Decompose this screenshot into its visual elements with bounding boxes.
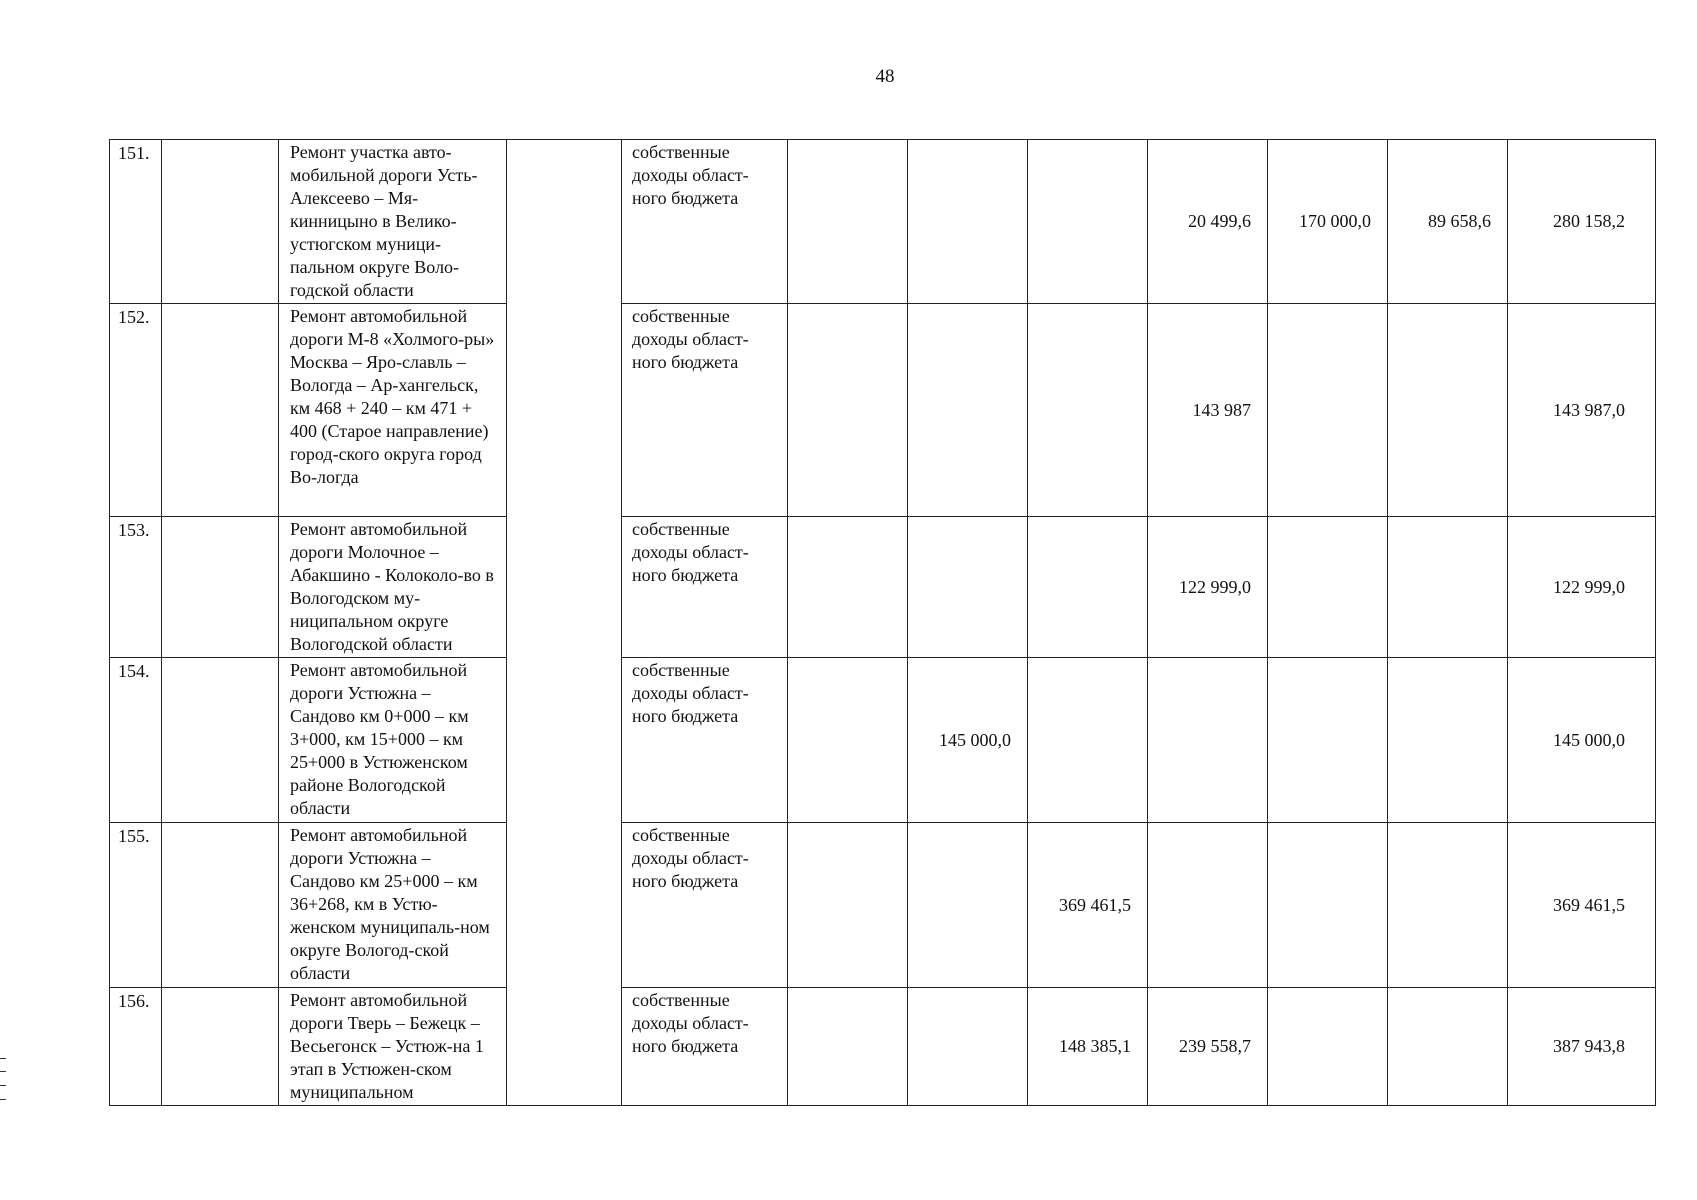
object-name: Ремонт участка авто-мобильной дороги Усть-Алексеево – Мя-кинницыно в Велико-устюгском муници-пальном округе Воло-годской области — [279, 140, 507, 304]
object-name: Ремонт автомобильной дороги Тверь – Бежецк – Весьегонск – Устюж-на 1 этап в Устюжен-ском муниципальном — [279, 988, 507, 1106]
funding-source: собственные доходы област-ного бюджета — [622, 517, 788, 658]
row-number: 151. — [110, 140, 162, 304]
table-row — [110, 823, 1656, 988]
year-value — [788, 140, 908, 304]
year-value — [1388, 658, 1508, 823]
empty-cell — [162, 304, 279, 517]
empty-cell — [507, 823, 622, 988]
object-name: Ремонт автомобильной дороги М-8 «Холмого-ры» Москва – Яро-славль – Вологда – Ар-хангельск, км 468 + 240 – км 471 + 400 (Старое направление) город-ского округа город Во-логда — [279, 304, 507, 517]
year-value: 20 499,6 — [1148, 140, 1268, 304]
total-value: 143 987,0 — [1508, 304, 1656, 517]
year-value: 89 658,6 — [1388, 140, 1508, 304]
year-value — [788, 823, 908, 988]
total-value: 280 158,2 — [1508, 140, 1656, 304]
year-value: 369 461,5 — [1028, 823, 1148, 988]
table-row — [110, 658, 1656, 823]
empty-cell — [507, 658, 622, 823]
binding-margin-mark — [0, 1058, 6, 1100]
funding-source: собственные доходы област-ного бюджета — [622, 140, 788, 304]
empty-cell — [162, 658, 279, 823]
row-number: 153. — [110, 517, 162, 658]
financing-table — [109, 139, 1656, 1106]
year-value: 143 987 — [1148, 304, 1268, 517]
empty-cell — [507, 140, 622, 304]
table-row — [110, 304, 1656, 517]
total-value: 387 943,8 — [1508, 988, 1656, 1106]
funding-source: собственные доходы област-ного бюджета — [622, 988, 788, 1106]
row-number: 154. — [110, 658, 162, 823]
year-value: 122 999,0 — [1148, 517, 1268, 658]
table-row — [110, 517, 1656, 658]
table-row — [110, 988, 1656, 1106]
year-value — [788, 658, 908, 823]
year-value — [788, 517, 908, 658]
empty-cell — [507, 304, 622, 517]
empty-cell — [507, 517, 622, 658]
year-value — [1148, 823, 1268, 988]
object-name: Ремонт автомобильной дороги Устюжна – Сандово км 0+000 – км 3+000, км 15+000 – км 25+000 в Устюженском районе Вологодской области — [279, 658, 507, 823]
year-value: 239 558,7 — [1148, 988, 1268, 1106]
year-value — [1028, 304, 1148, 517]
object-name: Ремонт автомобильной дороги Молочное – Абакшино - Колоколо-во в Вологодском му-ниципальном округе Вологодской области — [279, 517, 507, 658]
year-value — [1028, 140, 1148, 304]
funding-source: собственные доходы област-ного бюджета — [622, 304, 788, 517]
year-value — [788, 304, 908, 517]
table-row — [110, 140, 1656, 304]
year-value — [1388, 823, 1508, 988]
empty-cell — [162, 988, 279, 1106]
year-value — [1388, 304, 1508, 517]
year-value — [1268, 304, 1388, 517]
total-value: 122 999,0 — [1508, 517, 1656, 658]
year-value — [1148, 658, 1268, 823]
year-value — [1388, 988, 1508, 1106]
year-value — [1268, 517, 1388, 658]
empty-cell — [507, 988, 622, 1106]
empty-cell — [162, 823, 279, 988]
year-value — [1268, 658, 1388, 823]
year-value — [908, 517, 1028, 658]
year-value — [1268, 823, 1388, 988]
year-value: 145 000,0 — [908, 658, 1028, 823]
year-value — [1028, 517, 1148, 658]
year-value — [908, 988, 1028, 1106]
year-value — [1028, 658, 1148, 823]
row-number: 152. — [110, 304, 162, 517]
year-value — [1388, 517, 1508, 658]
empty-cell — [162, 517, 279, 658]
funding-source: собственные доходы област-ного бюджета — [622, 823, 788, 988]
year-value — [908, 823, 1028, 988]
year-value — [908, 304, 1028, 517]
object-name: Ремонт автомобильной дороги Устюжна – Сандово км 25+000 – км 36+268, км в Устю-женском муниципаль-ном округе Вологод-ской области — [279, 823, 507, 988]
year-value: 170 000,0 — [1268, 140, 1388, 304]
total-value: 145 000,0 — [1508, 658, 1656, 823]
row-number: 155. — [110, 823, 162, 988]
year-value: 148 385,1 — [1028, 988, 1148, 1106]
year-value — [788, 988, 908, 1106]
funding-source: собственные доходы област-ного бюджета — [622, 658, 788, 823]
row-number: 156. — [110, 988, 162, 1106]
year-value — [908, 140, 1028, 304]
total-value: 369 461,5 — [1508, 823, 1656, 988]
empty-cell — [162, 140, 279, 304]
page-number: 48 — [875, 66, 895, 87]
year-value — [1268, 988, 1388, 1106]
